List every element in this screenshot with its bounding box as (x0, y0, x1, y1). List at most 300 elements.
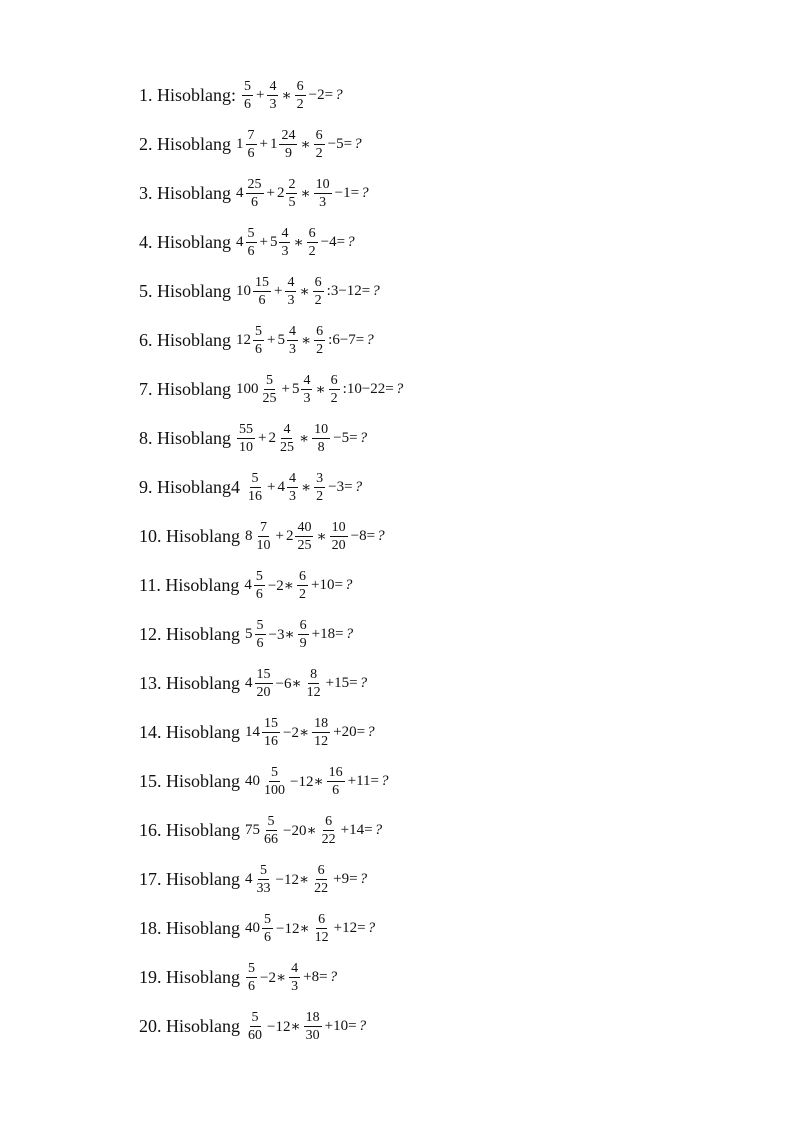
fraction-stack (261, 373, 279, 406)
denominator: 6 (255, 586, 263, 602)
whole-part: 4 (244, 576, 252, 593)
unknown-symbol: ? (374, 821, 383, 838)
operator: −12∗ (275, 871, 310, 888)
denominator: 6 (332, 782, 340, 798)
numerator: 6 (318, 911, 326, 927)
numerator: 6 (317, 862, 325, 878)
whole-part: 4 (236, 233, 244, 250)
denominator: 6 (258, 292, 266, 308)
unknown-symbol: ? (359, 429, 368, 446)
mixed-number (245, 618, 267, 651)
operator: +11= (347, 772, 380, 789)
denominator: 2 (308, 243, 316, 259)
math-expression (244, 716, 376, 749)
operator: −3= (328, 478, 353, 495)
operator: +12= (333, 919, 366, 936)
denominator: 6 (247, 145, 255, 161)
whole-part: 10 (236, 282, 251, 299)
operator: −4= (320, 233, 346, 250)
denominator: 10 (256, 537, 271, 553)
denominator: 6 (264, 929, 271, 945)
fraction-stack (255, 667, 273, 700)
operator: ∗ (316, 528, 327, 545)
denominator: 9 (299, 635, 307, 651)
whole-part: 40 (245, 919, 260, 936)
mixed-number (244, 569, 266, 602)
problem-label: 3. Hisoblang (139, 182, 231, 203)
fraction (245, 1010, 265, 1043)
problem-15 (139, 759, 390, 803)
numerator: 5 (267, 813, 275, 829)
problem-label: 2. Hisoblang (139, 133, 231, 154)
operator: + (259, 135, 268, 152)
numerator: 4 (281, 225, 289, 241)
numerator: 10 (314, 421, 329, 437)
fraction-stack (254, 569, 265, 602)
mixed-number (245, 667, 274, 700)
fraction-stack (246, 961, 257, 994)
operator: + (281, 380, 290, 397)
unknown-symbol: ? (358, 1017, 367, 1034)
problem-label: 10. Hisoblang (139, 525, 240, 546)
whole-part: 8 (245, 527, 253, 544)
problem-18 (139, 906, 376, 950)
whole-part: 75 (245, 821, 260, 838)
mixed-number (236, 226, 258, 259)
operator: −1= (334, 184, 360, 201)
fraction-stack (312, 863, 330, 896)
mixed-number (277, 177, 299, 210)
unknown-symbol: ? (345, 625, 354, 642)
operator: −5= (333, 429, 358, 446)
denominator: 30 (305, 1027, 320, 1043)
whole-part: 1 (236, 135, 244, 152)
fraction-stack (330, 520, 348, 553)
operator: −2∗ (267, 577, 294, 594)
problem-12 (139, 612, 354, 656)
operator: + (258, 429, 267, 446)
math-expression (244, 912, 376, 945)
problem-3 (139, 171, 370, 215)
numerator: 5 (264, 911, 271, 927)
unknown-symbol: ? (377, 527, 385, 544)
numerator: 2 (288, 176, 296, 192)
denominator: 22 (321, 831, 336, 847)
fraction-stack (255, 863, 273, 896)
fraction-stack (301, 373, 312, 406)
problem-label: 4. Hisoblang (139, 231, 231, 252)
operator: + (267, 478, 276, 495)
unknown-symbol: ? (347, 233, 355, 250)
numerator: 15 (256, 666, 271, 682)
operator: ∗ (299, 283, 310, 300)
denominator: 5 (288, 194, 296, 210)
mixed-number (236, 324, 265, 357)
denominator: 6 (247, 243, 255, 259)
numerator: 6 (296, 78, 304, 94)
denominator: 2 (316, 488, 324, 504)
fraction-stack (246, 226, 257, 259)
fraction-stack (314, 128, 325, 161)
fraction (328, 373, 341, 406)
whole-part: 5 (245, 625, 253, 642)
fraction-stack (253, 275, 271, 308)
problem-label: 20. Hisoblang (139, 1015, 240, 1036)
numerator: 5 (255, 323, 262, 339)
fraction-stack (246, 1010, 264, 1043)
fraction-stack (262, 814, 280, 847)
unknown-symbol: ? (395, 380, 404, 397)
whole-part: 5 (269, 233, 278, 250)
operator: :3−12= (326, 282, 371, 299)
numerator: 5 (251, 1009, 259, 1025)
problem-4 (139, 220, 356, 264)
problem-label: 13. Hisoblang (139, 672, 240, 693)
operator: −12∗ (290, 773, 324, 790)
unknown-symbol: ? (367, 723, 375, 740)
operator: −8= (350, 527, 376, 544)
unknown-symbol: ? (359, 674, 368, 691)
unknown-symbol: ? (361, 184, 369, 201)
mixed-number (277, 471, 299, 504)
operator: ∗ (300, 332, 312, 349)
numerator: 5 (251, 470, 259, 486)
fraction-stack (312, 716, 330, 749)
operator: ∗ (300, 136, 311, 153)
fraction (319, 814, 339, 847)
whole-part: 2 (285, 527, 294, 544)
fraction-stack (246, 177, 264, 210)
fraction (312, 275, 325, 308)
operator: :10−22= (342, 380, 394, 397)
fraction (311, 716, 331, 749)
whole-part: 2 (268, 429, 276, 446)
fraction (329, 520, 349, 553)
math-expression (235, 373, 404, 406)
denominator: 6 (251, 194, 258, 210)
fraction-stack (246, 471, 264, 504)
denominator: 2 (316, 341, 324, 357)
fraction-stack (279, 128, 297, 161)
problem-label: 15. Hisoblang (139, 770, 240, 791)
operator: ∗ (300, 479, 312, 496)
mixed-number (286, 520, 315, 553)
whole-part: 2 (276, 184, 285, 201)
denominator: 6 (255, 341, 262, 357)
numerator: 18 (305, 1009, 320, 1025)
fraction-stack (313, 275, 324, 308)
operator: −20∗ (283, 822, 317, 839)
denominator: 12 (314, 929, 329, 945)
numerator: 5 (247, 225, 255, 241)
denominator: 10 (239, 439, 253, 455)
fraction (241, 79, 254, 112)
operator: + (274, 282, 283, 299)
unknown-symbol: ? (367, 919, 376, 936)
fraction (312, 912, 332, 945)
fraction (303, 1010, 323, 1043)
math-expression (235, 422, 368, 455)
operator: +15= (325, 674, 358, 691)
math-expression (244, 814, 383, 847)
problem-11 (139, 563, 353, 607)
problem-label: 18. Hisoblang (139, 917, 240, 938)
fraction (311, 422, 331, 455)
problem-1 (139, 73, 344, 117)
denominator: 2 (298, 586, 306, 602)
fraction-stack (320, 814, 338, 847)
unknown-symbol: ? (359, 870, 368, 887)
denominator: 3 (287, 292, 295, 308)
unknown-symbol: ? (335, 86, 343, 103)
numerator: 55 (239, 421, 253, 437)
numerator: 6 (315, 127, 323, 143)
problem-19 (139, 955, 338, 999)
operator: −12∗ (276, 920, 310, 937)
numerator: 5 (271, 764, 278, 780)
fraction-stack (295, 79, 306, 112)
denominator: 6 (248, 978, 255, 994)
mixed-number (236, 177, 265, 210)
denominator: 16 (248, 488, 262, 504)
denominator: 2 (314, 292, 322, 308)
problem-5 (139, 269, 381, 313)
whole-part: 4 (277, 478, 285, 495)
operator: + (256, 86, 265, 103)
numerator: 6 (299, 617, 307, 633)
fraction (294, 79, 307, 112)
numerator: 5 (248, 960, 255, 976)
numerator: 5 (260, 862, 267, 878)
problem-label: 5. Hisoblang (139, 280, 231, 301)
numerator: 24 (281, 127, 296, 143)
problem-9 (139, 465, 363, 509)
denominator: 3 (269, 96, 277, 112)
unknown-symbol: ? (344, 576, 353, 593)
numerator: 4 (269, 78, 277, 94)
numerator: 4 (288, 470, 296, 486)
denominator: 2 (315, 145, 323, 161)
fraction-stack (313, 912, 331, 945)
numerator: 6 (325, 813, 333, 829)
numerator: 4 (291, 960, 299, 976)
operator: + (267, 331, 276, 348)
denominator: 2 (296, 96, 304, 112)
numerator: 7 (260, 519, 267, 535)
mixed-number (245, 912, 274, 945)
fraction (236, 422, 256, 455)
operator: ∗ (281, 87, 292, 104)
problem-14 (139, 710, 376, 754)
fraction-stack (286, 177, 297, 210)
numerator: 7 (247, 127, 255, 143)
numerator: 6 (298, 568, 306, 584)
problem-8 (139, 416, 368, 460)
mixed-number (277, 324, 299, 357)
whole-part: 40 (245, 772, 260, 789)
whole-part: 4 (245, 674, 253, 691)
mixed-number (245, 814, 281, 847)
operator: −3∗ (268, 626, 295, 643)
denominator: 16 (264, 733, 278, 749)
fraction (313, 471, 326, 504)
mixed-number (268, 422, 297, 455)
fraction (313, 324, 326, 357)
denominator: 3 (288, 488, 296, 504)
fraction-stack (267, 79, 278, 112)
fraction-stack (242, 79, 253, 112)
fraction (306, 226, 319, 259)
math-expression (240, 79, 344, 112)
whole-part: 5 (277, 331, 285, 348)
denominator: 3 (319, 194, 327, 210)
numerator: 25 (247, 176, 262, 192)
operator: +9= (333, 870, 358, 887)
problem-7 (139, 367, 404, 411)
numerator: 10 (331, 519, 346, 535)
denominator: 6 (244, 96, 251, 112)
math-expression (244, 520, 386, 553)
mixed-number (245, 520, 274, 553)
numerator: 4 (288, 323, 296, 339)
denominator: 33 (256, 880, 271, 896)
fraction-stack (305, 667, 323, 700)
mixed-number (270, 226, 292, 259)
problem-label: 17. Hisoblang (139, 868, 240, 889)
denominator: 22 (314, 880, 329, 896)
numerator: 15 (255, 274, 269, 290)
denominator: 6 (256, 635, 264, 651)
operator: −2∗ (260, 969, 287, 986)
fraction (296, 569, 309, 602)
denominator: 100 (264, 782, 285, 798)
math-expression (244, 961, 338, 994)
denominator: 3 (288, 341, 296, 357)
fraction-stack (255, 520, 273, 553)
fraction-stack (253, 324, 264, 357)
math-expression (244, 471, 363, 504)
whole-part: 12 (236, 331, 251, 348)
operator: + (266, 184, 275, 201)
denominator: 3 (303, 390, 311, 406)
problem-label: 1. Hisoblang: (139, 84, 236, 105)
operator: ∗ (293, 234, 304, 251)
unknown-symbol: ? (329, 968, 338, 985)
math-expression (244, 667, 368, 700)
mixed-number (236, 373, 280, 406)
operator: :6−7= (328, 331, 365, 348)
fraction-stack (314, 324, 325, 357)
fraction-stack (287, 324, 298, 357)
math-expression (235, 324, 375, 357)
whole-part: 4 (236, 184, 244, 201)
operator: +10= (310, 576, 343, 593)
mixed-number (245, 716, 281, 749)
whole-part: 14 (245, 723, 260, 740)
mixed-number (245, 765, 288, 798)
fraction (313, 177, 333, 210)
fraction-stack (262, 912, 273, 945)
problem-label: 14. Hisoblang (139, 721, 240, 742)
problem-label: 6. Hisoblang (139, 329, 231, 350)
operator: +18= (311, 625, 344, 642)
math-expression (235, 275, 381, 308)
fraction-stack (312, 422, 330, 455)
numerator: 4 (283, 421, 291, 437)
operator: −2∗ (283, 724, 310, 741)
fraction-stack (287, 471, 298, 504)
fraction-stack (279, 226, 290, 259)
numerator: 4 (303, 372, 311, 388)
fraction (266, 79, 279, 112)
unknown-symbol: ? (366, 331, 374, 348)
fraction-stack (278, 422, 296, 455)
operator: +20= (333, 723, 366, 740)
fraction-stack (246, 128, 257, 161)
numerator: 6 (308, 225, 316, 241)
numerator: 6 (314, 274, 322, 290)
numerator: 5 (266, 372, 273, 388)
whole-part: 4 (245, 870, 253, 887)
numerator: 5 (256, 617, 264, 633)
numerator: 5 (255, 568, 263, 584)
operator: + (275, 527, 284, 544)
fraction-stack (255, 618, 266, 651)
fraction-stack (237, 422, 255, 455)
problem-13 (139, 661, 368, 705)
numerator: 40 (297, 519, 312, 535)
math-expression (235, 177, 370, 210)
problem-label: 7. Hisoblang (139, 378, 231, 399)
denominator: 8 (317, 439, 325, 455)
operator: +14= (340, 821, 373, 838)
fraction-stack (262, 716, 280, 749)
mixed-number (292, 373, 314, 406)
whole-part: 5 (291, 380, 300, 397)
problem-label: 8. Hisoblang (139, 427, 231, 448)
denominator: 9 (284, 145, 292, 161)
numerator: 6 (330, 372, 338, 388)
fraction-stack (329, 373, 340, 406)
denominator: 2 (330, 390, 338, 406)
mixed-number (236, 128, 258, 161)
numerator: 8 (310, 666, 318, 682)
math-expression (244, 863, 368, 896)
math-expression (235, 226, 356, 259)
denominator: 20 (331, 537, 346, 553)
operator: ∗ (315, 381, 326, 398)
mixed-number (270, 128, 299, 161)
problem-label: 9. Hisoblang4 (139, 476, 240, 497)
fraction-stack (314, 177, 332, 210)
denominator: 12 (306, 684, 321, 700)
numerator: 3 (316, 470, 324, 486)
fraction-stack (297, 569, 308, 602)
fraction (284, 275, 297, 308)
math-expression (244, 618, 354, 651)
denominator: 12 (314, 733, 329, 749)
operator: −6∗ (275, 675, 302, 692)
operator: + (259, 233, 268, 250)
problem-label: 12. Hisoblang (139, 623, 240, 644)
problem-label: 11. Hisoblang (139, 574, 240, 595)
problem-label: 16. Hisoblang (139, 819, 240, 840)
denominator: 3 (291, 978, 299, 994)
problem-10 (139, 514, 386, 558)
operator: +10= (324, 1017, 357, 1034)
numerator: 10 (315, 176, 330, 192)
problem-6 (139, 318, 375, 362)
